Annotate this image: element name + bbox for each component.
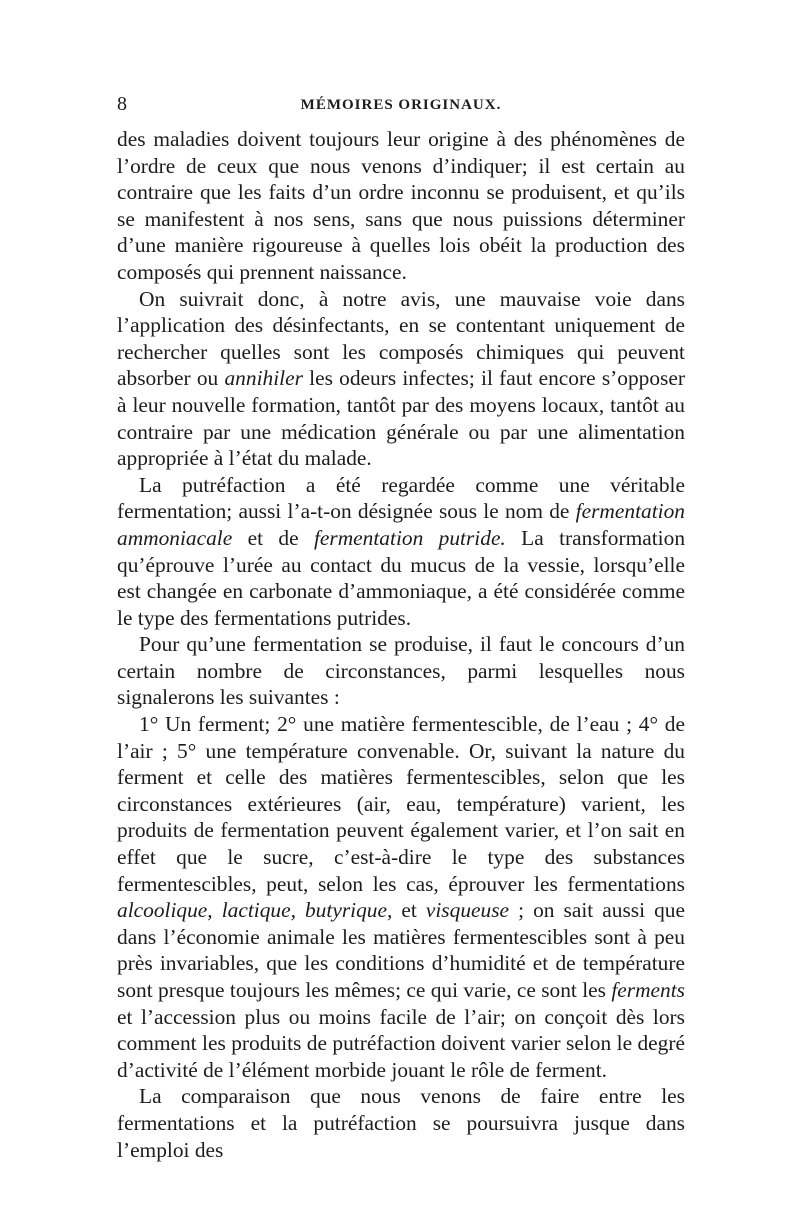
italic-segment: alcoolique, lactique, butyrique, (117, 898, 393, 923)
paragraph-5 (117, 711, 685, 1083)
text-segment: Pour qu’une fermentation se produise, il faut le concours d’un certain nombre de circonstances, parmi lesquelles nous signalerons les suivantes : (117, 632, 685, 710)
text-segment: ; on sait aussi que dans l’économie animale les matières fermentescibles sont à peu près invariables, que les conditions d’humidité et de température sont presque toujours les mêmes; ce qui varie, ce sont les (117, 898, 685, 1002)
page-number: 8 (117, 93, 127, 115)
text-segment: et l’accession plus ou moins facile de l’air; on conçoit dès lors comment les produits de putréfaction doivent varier selon le degré d’activité de l’élément morbide jouant le rôle de ferment. (117, 1004, 685, 1082)
text-segment: et (392, 898, 426, 923)
running-title: MÉMOIRES ORIGINAUX. (300, 97, 502, 113)
paragraph-1 (117, 126, 685, 286)
body-text (117, 126, 685, 1163)
book-page (117, 92, 685, 1163)
paragraph-6 (117, 1083, 685, 1163)
italic-segment: annihiler (224, 366, 303, 391)
text-segment: La transformation qu’éprouve l’urée au contact du mucus de la vessie, lorsqu’elle est changée en carbonate d’ammoniaque, a été considérée comme le type des fermentations putrides. (117, 525, 686, 630)
text-segment: La putréfaction a été regardée comme une véritable fermentation; aussi l’a-t-on désignée sous le nom de (117, 472, 685, 524)
text-segment: 1° Un ferment; 2° une matière fermentescible, de l’eau ; 4° de l’air ; 5° une température convenable. Or, suivant la nature du ferment et celle des matières fermentescibles, selon que les circonstances extérieures (air, eau, température) varient, les produits de fermentation peuvent également varier, et l’on sait en effet que le sucre, c’est-à-dire le type des substances fermentescibles, peut, selon les cas, éprouver les fermentations (117, 712, 685, 896)
paragraph-2 (117, 286, 685, 472)
italic-segment: ferments (611, 978, 685, 1002)
text-segment: La comparaison que nous venons de faire entre les fermentations et la putréfaction se poursuivra jusque dans l’emploi des (117, 1084, 685, 1162)
italic-segment: fermentation putride. (313, 525, 506, 550)
italic-segment: fermentation ammoniacale (117, 499, 685, 550)
paragraph-4 (117, 631, 685, 711)
paragraph-3 (117, 472, 685, 632)
text-segment: des maladies doivent toujours leur origine à des phénomènes de l’ordre de ceux que nous venons d’indiquer; il est certain au contraire que les faits d’un ordre inconnu se produisent, et qu’ils se manifestent à nos sens, sans que nous puissions déterminer d’une manière rigoureuse à quelles lois obéit la production des composés qui prennent naissance. (117, 127, 685, 284)
text-segment: les odeurs infectes; il faut encore s’opposer à leur nouvelle formation, tantôt par des moyens locaux, tantôt au contraire par une médication générale ou par une alimentation appropriée à l’état du malade. (117, 366, 685, 471)
text-segment: On suivrait donc, à notre avis, une mauvaise voie dans l’application des désinfectants, en se contentant uniquement de rechercher quelles sont les composés chimiques qui peuvent absorber ou (117, 286, 685, 391)
text-segment: et de (232, 525, 314, 550)
italic-segment: visqueuse (425, 898, 510, 923)
running-header (117, 92, 685, 126)
